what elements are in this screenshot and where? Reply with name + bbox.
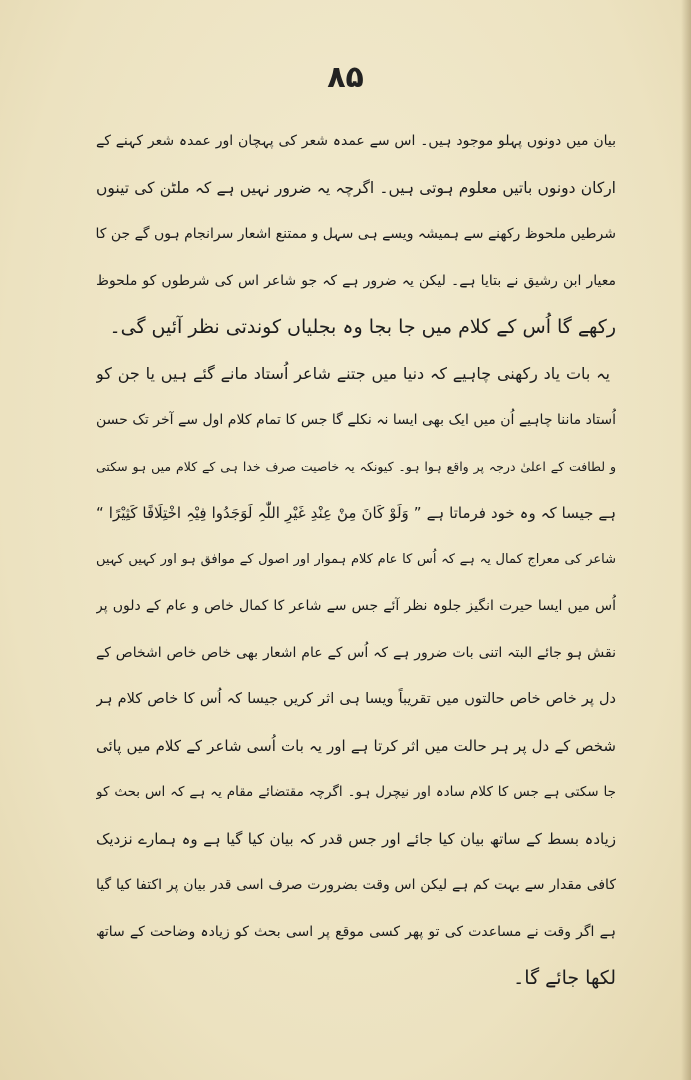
- text-line: شخص کے دل پر ہر حالت میں اثر کرتا ہے اور یہ بات اُسی شاعر کے کلام میں پائی: [96, 736, 616, 755]
- text-line: نقش ہو جائے البتہ اتنی بات ضرور ہے کہ اُس کے عام اشعار بھی خاص خاص اشخاص کے: [96, 644, 616, 661]
- text-line: کافی مقدار سے بہت کم ہے لیکن اس وقت بضرورت صرف اسی قدر بیان پر اکتفا کیا گیا: [96, 877, 616, 893]
- text-line: دل پر خاص خاص حالتوں میں تقریباً ویسا ہی اثر کریں جیسا کہ اُس کا خاص کلام ہر: [96, 691, 616, 707]
- text-line: بیان میں دونوں پہلو موجود ہیں۔ اس سے عمدہ شعر کی پہچان اور عمدہ شعر کہنے کے: [96, 133, 616, 149]
- text-line: لکھا جائے گا۔: [513, 967, 616, 989]
- text-line: رکھے گا اُس کے کلام میں جا بجا وہ بجلیاں کوندتی نظر آئیں گی۔: [109, 316, 616, 338]
- text-line: شرطیں ملحوظ رکھنے سے ہمیشہ ویسے ہی سہل و ممتنع اشعار سرانجام ہوں گے جن کا: [96, 226, 616, 242]
- text-line: یہ بات یاد رکھنی چاہیے کہ دنیا میں جتنے شاعر اُستاد مانے گئے ہیں یا جن کو: [96, 363, 610, 383]
- text-line: زیادہ بسط کے ساتھ بیان کیا جائے اور جس قدر کہ بیان کیا گیا ہے وہ ہمارے نزدیک: [96, 829, 616, 848]
- page-edge-shadow: [681, 0, 691, 1080]
- text-line: معیار ابن رشیق نے بتایا ہے۔ لیکن یہ ضرور ہے کہ جو شاعر اس کی شرطوں کو ملحوظ: [96, 272, 616, 289]
- text-line: ہے اگر وقت نے مساعدت کی تو پھر کسی موقع پر اسی بحث کو زیادہ وضاحت کے ساتھ: [96, 923, 616, 940]
- quranic-quote-line: ہے جیسا کہ وہ خود فرماتا ہے ” وَلَوْ کَانَ مِنْ عِنْدِ غَیْرِ اللّٰہِ لَوَجَدُوا فِیْہِ اخْتِلَافًا کَثِیْرًا “: [96, 504, 616, 522]
- text-line: جا سکتی ہے جس کا کلام سادہ اور نیچرل ہو۔ اگرچہ مقتضائے مقام یہ ہے کہ اس بحث کو: [96, 784, 616, 800]
- text-line: اُس میں ایسا حیرت انگیز جلوہ نظر آئے جس سے شاعر کا کمال خاص و عام کے دلوں پر: [96, 598, 616, 614]
- text-line: ارکان دونوں باتیں معلوم ہوتی ہیں۔ اگرچہ یہ ضرور نہیں ہے کہ ملٹن کی تینوں: [96, 178, 616, 197]
- text-line: شاعر کی معراج کمال یہ ہے کہ اُس کا عام کلام ہموار اور اصول کے موافق ہو اور کہیں کہیں: [96, 551, 616, 567]
- page-body-text: [96, 118, 616, 1002]
- text-line: و لطافت کے اعلیٰ درجہ پر واقع ہوا ہو۔ کیونکہ یہ خاصیت صرف خدا ہی کے کلام میں ہو سکتی: [96, 458, 616, 474]
- page-number: ۸۵: [327, 60, 364, 95]
- text-line: اُستاد ماننا چاہیے اُن میں ایک بھی ایسا نہ نکلے گا جس کا تمام کلام اول سے آخر تک حسن: [96, 412, 616, 428]
